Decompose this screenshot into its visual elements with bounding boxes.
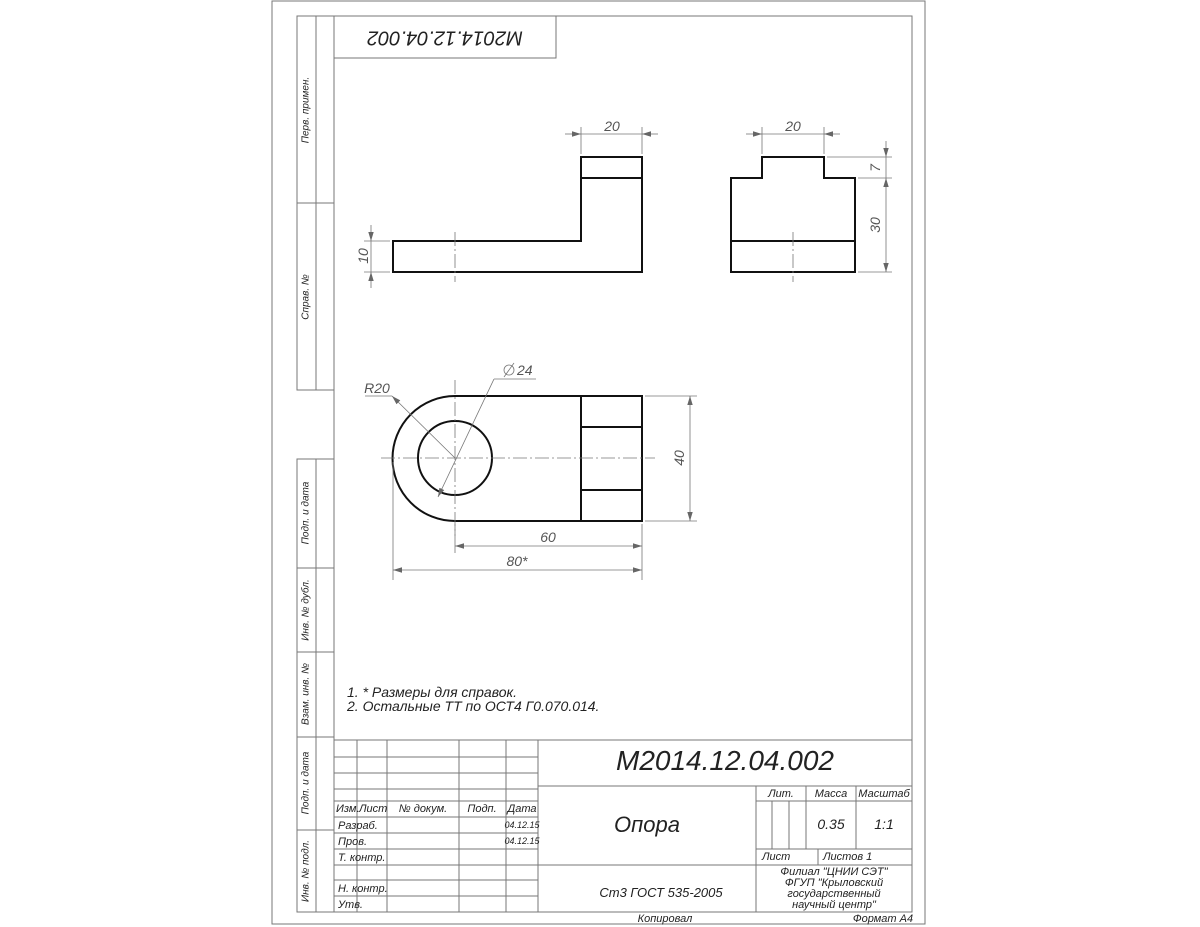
- note-1: 1. * Размеры для справок.: [347, 684, 517, 700]
- title-block-material: Ст3 ГОСТ 535-2005: [599, 885, 723, 900]
- top-code-text: М2014.12.04.002: [367, 26, 523, 49]
- row-role-utv: Утв.: [338, 899, 363, 911]
- format-label: Формат А4: [852, 913, 914, 925]
- sheets-count: Листов 1: [823, 851, 873, 863]
- technical-notes: [346, 684, 599, 714]
- dim-side-height: 30: [867, 217, 883, 233]
- org-line-3: государственный: [787, 888, 881, 900]
- row-role-prov: Пров.: [338, 836, 368, 848]
- scale-label: Масштаб: [858, 788, 910, 800]
- lit-label: Лит.: [768, 788, 794, 800]
- scale-value: 1:1: [874, 816, 894, 832]
- org-line-2: ФГУП "Крыловский: [784, 877, 884, 889]
- row-role-razrab: Разраб.: [338, 820, 378, 832]
- diameter-icon: [504, 363, 514, 377]
- header-doc-no: № докум.: [398, 803, 448, 815]
- plan-view: [364, 362, 697, 580]
- dim-side-top-width: 20: [785, 118, 801, 134]
- header-izm: Изм.: [336, 803, 360, 815]
- org-line-1: Филиал "ЦНИИ СЭТ": [780, 866, 888, 878]
- plan-view-outline: [393, 396, 643, 521]
- top-code-box: [334, 16, 556, 58]
- side-label-vzam-inv: Взам. инв. №: [300, 663, 312, 725]
- row-role-t-kontr: Т. контр.: [338, 852, 386, 864]
- side-label-podp-data-1: Подп. и дата: [300, 481, 312, 545]
- dim-plan-total-length: 80*: [506, 553, 528, 569]
- mass-label: Масса: [814, 788, 848, 800]
- side-label-podp-data-2: Подп. и дата: [300, 751, 312, 815]
- row-date-razrab: 04.12.15: [504, 820, 540, 830]
- header-date: Дата: [507, 803, 537, 815]
- dim-plan-length: 60: [540, 529, 556, 545]
- mass-value: 0.35: [817, 816, 845, 832]
- dim-plan-diameter: 24: [517, 362, 533, 378]
- side-label-inv-podl: Инв. № подл.: [300, 839, 312, 903]
- side-strip: [297, 16, 334, 912]
- dim-plan-height: 40: [671, 450, 687, 466]
- org-line-4: научный центр": [792, 899, 876, 911]
- copied-label: Копировал: [637, 913, 693, 925]
- dim-plan-radius: R20: [364, 380, 390, 396]
- dim-front-base-height: 10: [355, 248, 371, 264]
- title-block: [334, 740, 912, 912]
- dim-side-step-height: 7: [867, 164, 883, 172]
- row-date-prov: 04.12.15: [504, 836, 540, 846]
- drawing-frame: [334, 16, 912, 912]
- sheet-label: Лист: [762, 851, 791, 863]
- header-podp: Подп.: [467, 803, 497, 815]
- dim-front-top-width: 20: [604, 118, 620, 134]
- title-block-part-name: Опора: [614, 812, 680, 837]
- side-label-inv-dubl: Инв. № дубл.: [300, 579, 312, 641]
- note-2: 2. Остальные ТТ по ОСТ4 Г0.070.014.: [347, 698, 600, 714]
- front-view: [355, 118, 658, 288]
- header-list: Лист: [359, 803, 388, 815]
- side-label-sprav-no: Справ. №: [300, 274, 312, 320]
- front-view-outline: [393, 157, 642, 272]
- row-role-n-kontr: Н. контр.: [338, 883, 388, 895]
- side-view: [731, 118, 892, 282]
- side-label-perv-primen: Перв. примен.: [300, 76, 312, 144]
- title-block-code: М2014.12.04.002: [616, 745, 834, 776]
